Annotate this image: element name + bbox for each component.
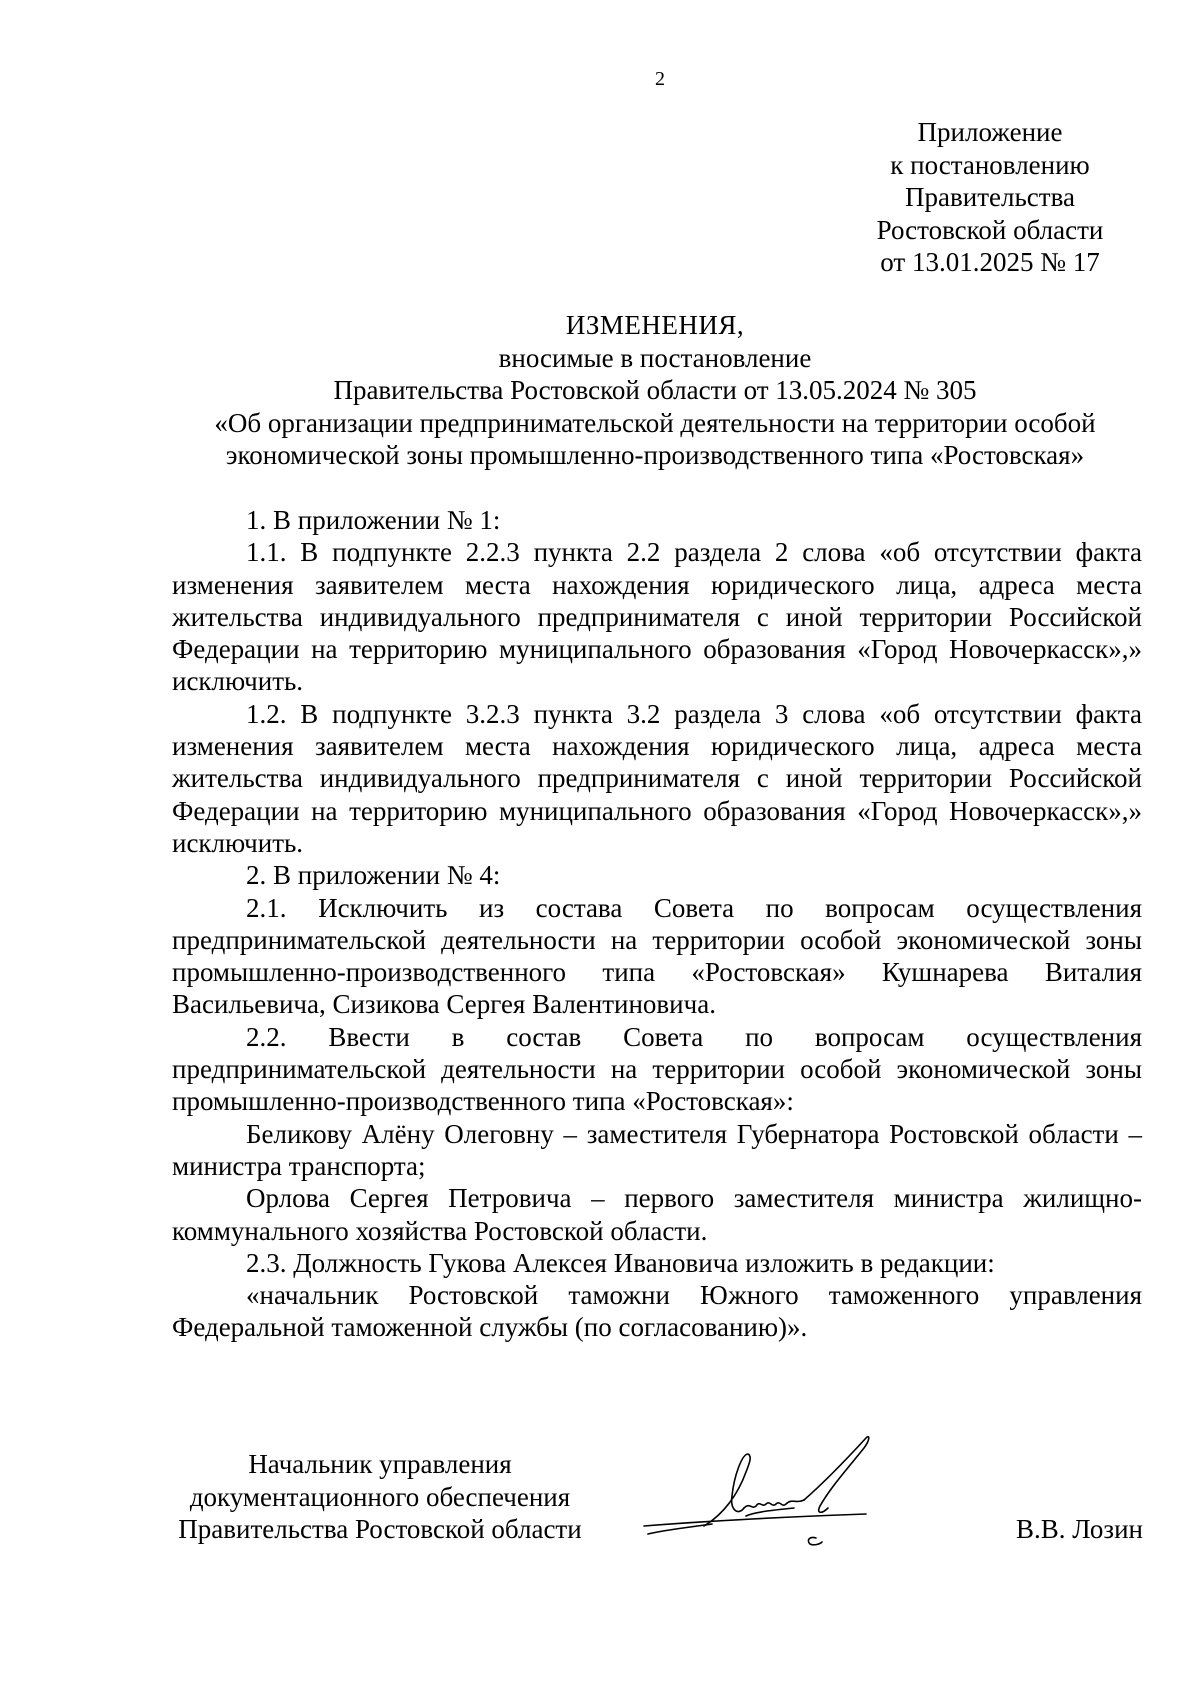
paragraph: 1.1. В подпункте 2.2.3 пункта 2.2 раздела 2 слова «об отсутствии факта изменения заявителем места нахождения юридического лица, адреса места жительства индивидуального предпринимателя с иной территории Российской Федерации на территорию муниципального образования «Город Новочеркасск»,» исключить.	[172, 537, 1142, 697]
signatory-position	[160, 1448, 600, 1546]
signatory-name: В.В. Лозин	[1016, 1514, 1143, 1544]
paragraph: Орлова Сергея Петровича – первого заместителя министра жилищно-коммунального хозяйства Ростовской области.	[172, 1183, 1142, 1246]
appendix-line: Правительства	[905, 182, 1075, 212]
signatory-position-line: Правительства Ростовской области	[178, 1514, 582, 1544]
signature-block	[160, 1448, 1160, 1548]
document-body	[172, 504, 1142, 1344]
heading-line: экономической зоны промышленно-производственного типа «Ростовская»	[225, 440, 1085, 470]
paragraph: 1.2. В подпункте 3.2.3 пункта 3.2 раздела 3 слова «об отсутствии факта изменения заявителем места нахождения юридического лица, адреса места жительства индивидуального предпринимателя с иной территории Российской Федерации на территорию муниципального образования «Город Новочеркасск»,» исключить.	[172, 698, 1142, 858]
heading-line: Правительства Ростовской области от 13.05.2024 № 305	[333, 375, 977, 405]
paragraph: «начальник Ростовской таможни Южного таможенного управления Федеральной таможенной службы (по согласованию)».	[172, 1280, 1142, 1343]
document-heading	[160, 309, 1150, 472]
appendix-line: к постановлению	[890, 149, 1090, 180]
signatory-position-line: документационного обеспечения	[189, 1481, 571, 1512]
paragraph: Беликову Алёну Олеговну – заместителя Губернатора Ростовской области – министра транспорта;	[172, 1118, 1142, 1181]
heading-line: «Об организации предпринимательской деятельности на территории особой	[214, 407, 1096, 438]
paragraph: 2.1. Исключить из состава Совета по вопросам осуществления предпринимательской деятельности на территории особой экономической зоны промышленно-производственного типа «Ростовская» Кушнарева Виталия Васильевича, Сизикова Сергея Валентиновича.	[172, 892, 1142, 1020]
paragraph: 2.2. Ввести в состав Совета по вопросам осуществления предпринимательской деятельности на территории особой экономической зоны промышленно-производственного типа «Ростовская»:	[172, 1021, 1142, 1117]
appendix-line: от 13.01.2025 № 17	[880, 247, 1100, 277]
signatory-position-line: Начальник управления	[248, 1449, 512, 1479]
appendix-line: Приложение	[917, 117, 1063, 147]
paragraph: 2.3. Должность Гукова Алексея Ивановича изложить в редакции:	[246, 1247, 995, 1278]
paragraph: 1. В приложении № 1:	[246, 505, 501, 535]
heading-title: ИЗМЕНЕНИЯ,	[565, 310, 745, 340]
appendix-line: Ростовской области	[876, 214, 1104, 245]
page-number: 2	[655, 68, 665, 90]
heading-line: вносимые в постановление	[498, 342, 812, 373]
appendix-header	[820, 116, 1160, 279]
paragraph: 2. В приложении № 4:	[246, 860, 501, 891]
handwritten-signature	[634, 1424, 874, 1554]
